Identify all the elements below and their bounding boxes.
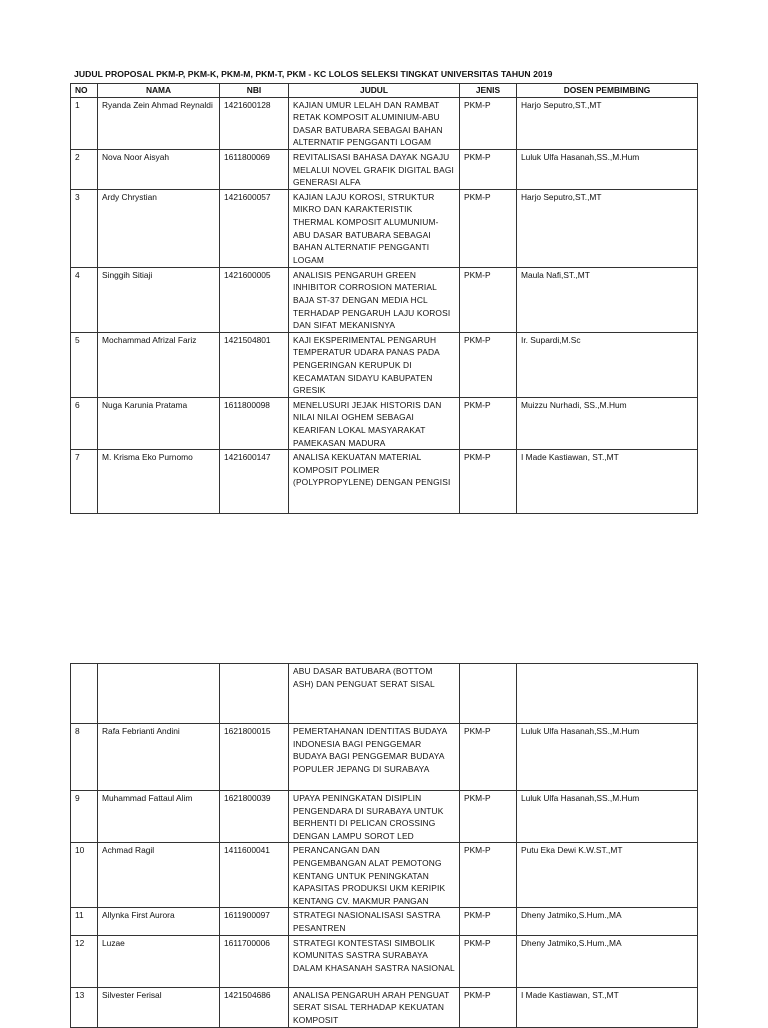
- cell-no: 4: [71, 267, 98, 332]
- cell-dosen: Putu Eka Dewi K.W.ST.,MT: [517, 843, 698, 908]
- cell-jenis: PKM-P: [460, 791, 517, 843]
- cell-nama: Muhammad Fattaul Alim: [98, 791, 220, 843]
- cell-jenis: [460, 664, 517, 724]
- cell-jenis: PKM-P: [460, 935, 517, 987]
- cell-nama: Allynka First Aurora: [98, 908, 220, 935]
- cell-jenis: PKM-P: [460, 724, 517, 791]
- cell-judul: REVITALISASI BAHASA DAYAK NGAJU MELALUI NOVEL GRAFIK DIGITAL BAGI GENERASI ALFA: [289, 149, 460, 189]
- table-row: [71, 987, 698, 1027]
- cell-nama: M. Krisma Eko Purnomo: [98, 450, 220, 514]
- cell-dosen: I Made Kastiawan, ST.,MT: [517, 450, 698, 514]
- cell-no: 8: [71, 724, 98, 791]
- cell-jenis: PKM-P: [460, 97, 517, 149]
- cell-nama: Ryanda Zein Ahmad Reynaldi: [98, 97, 220, 149]
- table-row: [71, 791, 698, 843]
- cell-no: 13: [71, 987, 98, 1027]
- cell-dosen: Dheny Jatmiko,S.Hum.,MA: [517, 908, 698, 935]
- cell-no: 2: [71, 149, 98, 189]
- cell-nama: Luzae: [98, 935, 220, 987]
- cell-judul: ANALISA KEKUATAN MATERIAL KOMPOSIT POLIMER (POLYPROPYLENE) DENGAN PENGISI: [289, 450, 460, 514]
- cell-no: 7: [71, 450, 98, 514]
- cell-jenis: PKM-P: [460, 908, 517, 935]
- table-header-row: [71, 84, 698, 98]
- table-row: [71, 397, 698, 449]
- cell-jenis: PKM-P: [460, 267, 517, 332]
- cell-dosen: Luluk Ulfa Hasanah,SS.,M.Hum: [517, 724, 698, 791]
- cell-no: 10: [71, 843, 98, 908]
- cell-nama: Mochammad Afrizal Fariz: [98, 332, 220, 397]
- table-row: [71, 450, 698, 514]
- cell-nbi: 1611700006: [220, 935, 289, 987]
- table-row: [71, 332, 698, 397]
- table-row: [71, 189, 698, 267]
- header-jenis: JENIS: [460, 84, 517, 98]
- cell-no: 11: [71, 908, 98, 935]
- cell-no: 9: [71, 791, 98, 843]
- cell-nama: Rafa Febrianti Andini: [98, 724, 220, 791]
- cell-dosen: I Made Kastiawan, ST.,MT: [517, 987, 698, 1027]
- cell-dosen: [517, 664, 698, 724]
- cell-nama: Singgih Sitiaji: [98, 267, 220, 332]
- cell-dosen: Harjo Seputro,ST.,MT: [517, 97, 698, 149]
- cell-jenis: PKM-P: [460, 189, 517, 267]
- cell-nbi: 1421600147: [220, 450, 289, 514]
- cell-judul: PEMERTAHANAN IDENTITAS BUDAYA INDONESIA BAGI PENGGEMAR BUDAYA BAGI PENGGEMAR BUDAYA POPULER JEPANG DI SURABAYA: [289, 724, 460, 791]
- cell-nbi: [220, 664, 289, 724]
- table-row: [71, 267, 698, 332]
- cell-jenis: PKM-P: [460, 332, 517, 397]
- cell-no: 6: [71, 397, 98, 449]
- table-row: [71, 843, 698, 908]
- cell-judul: KAJIAN LAJU KOROSI, STRUKTUR MIKRO DAN KARAKTERISTIK THERMAL KOMPOSIT ALUMUNIUM-ABU DASAR BATUBARA SEBAGAI BAHAN ALTERNATIF PENGGANTI LOGAM: [289, 189, 460, 267]
- table-row: [71, 908, 698, 935]
- document-title: JUDUL PROPOSAL PKM-P, PKM-K, PKM-M, PKM-T, PKM - KC LOLOS SELEKSI TINGKAT UNIVERSITAS TAHUN 2019: [74, 69, 553, 79]
- cell-nbi: 1411600041: [220, 843, 289, 908]
- cell-judul: STRATEGI NASIONALISASI SASTRA PESANTREN: [289, 908, 460, 935]
- cell-nama: Ardy Chrystian: [98, 189, 220, 267]
- cell-nbi: 1621800015: [220, 724, 289, 791]
- cell-dosen: Harjo Seputro,ST.,MT: [517, 189, 698, 267]
- cell-jenis: PKM-P: [460, 450, 517, 514]
- cell-jenis: PKM-P: [460, 397, 517, 449]
- header-nama: NAMA: [98, 84, 220, 98]
- table-row: [71, 724, 698, 791]
- cell-nbi: 1611800069: [220, 149, 289, 189]
- cell-nbi: 1611900097: [220, 908, 289, 935]
- cell-judul: ABU DASAR BATUBARA (BOTTOM ASH) DAN PENGUAT SERAT SISAL: [289, 664, 460, 724]
- cell-nama: [98, 664, 220, 724]
- cell-nbi: 1621800039: [220, 791, 289, 843]
- table-row: [71, 664, 698, 724]
- cell-no: 12: [71, 935, 98, 987]
- header-judul: JUDUL: [289, 84, 460, 98]
- cell-dosen: Dheny Jatmiko,S.Hum.,MA: [517, 935, 698, 987]
- cell-nbi: 1611800098: [220, 397, 289, 449]
- header-dosen: DOSEN PEMBIMBING: [517, 84, 698, 98]
- cell-no: [71, 664, 98, 724]
- cell-nama: Silvester Ferisal: [98, 987, 220, 1027]
- cell-dosen: Maula Nafi,ST.,MT: [517, 267, 698, 332]
- cell-nbi: 1421600128: [220, 97, 289, 149]
- cell-dosen: Ir. Supardi,M.Sc: [517, 332, 698, 397]
- cell-dosen: Luluk Ulfa Hasanah,SS.,M.Hum: [517, 149, 698, 189]
- cell-judul: ANALISA PENGARUH ARAH PENGUAT SERAT SISAL TERHADAP KEKUATAN KOMPOSIT: [289, 987, 460, 1027]
- cell-nbi: 1421504686: [220, 987, 289, 1027]
- cell-judul: PERANCANGAN DAN PENGEMBANGAN ALAT PEMOTONG KENTANG UNTUK PENINGKATAN KAPASITAS PRODUKSI UKM KERIPIK KENTANG CV. MAKMUR PANGAN: [289, 843, 460, 908]
- cell-no: 3: [71, 189, 98, 267]
- cell-nama: Nuga Karunia Pratama: [98, 397, 220, 449]
- proposal-table-page-1: [70, 83, 698, 514]
- cell-nama: Nova Noor Aisyah: [98, 149, 220, 189]
- cell-nbi: 1421600005: [220, 267, 289, 332]
- cell-judul: ANALISIS PENGARUH GREEN INHIBITOR CORROSION MATERIAL BAJA ST-37 DENGAN MEDIA HCL TERHADAP PENGARUH LAJU KOROSI DAN SIFAT MEKANISNYA: [289, 267, 460, 332]
- proposal-table-page-2: [70, 663, 698, 1028]
- header-nbi: NBI: [220, 84, 289, 98]
- cell-dosen: Muizzu Nurhadi, SS.,M.Hum: [517, 397, 698, 449]
- table-row: [71, 935, 698, 987]
- cell-jenis: PKM-P: [460, 149, 517, 189]
- cell-judul: STRATEGI KONTESTASI SIMBOLIK KOMUNITAS SASTRA SURABAYA DALAM KHASANAH SASTRA NASIONAL: [289, 935, 460, 987]
- cell-nbi: 1421600057: [220, 189, 289, 267]
- cell-judul: UPAYA PENINGKATAN DISIPLIN PENGENDARA DI SURABAYA UNTUK BERHENTI DI PELICAN CROSSING DENGAN LAMPU SOROT LED: [289, 791, 460, 843]
- cell-no: 5: [71, 332, 98, 397]
- cell-judul: KAJIAN UMUR LELAH DAN RAMBAT RETAK KOMPOSIT ALUMINIUM-ABU DASAR BATUBARA SEBAGAI BAHAN ALTERNATIF PENGGANTI LOGAM: [289, 97, 460, 149]
- header-no: NO: [71, 84, 98, 98]
- cell-judul: MENELUSURI JEJAK HISTORIS DAN NILAI NILAI OGHEM SEBAGAI KEARIFAN LOKAL MASYARAKAT PAMEKASAN MADURA: [289, 397, 460, 449]
- table-row: [71, 149, 698, 189]
- cell-dosen: Luluk Ulfa Hasanah,SS.,M.Hum: [517, 791, 698, 843]
- cell-nbi: 1421504801: [220, 332, 289, 397]
- cell-no: 1: [71, 97, 98, 149]
- cell-jenis: PKM-P: [460, 987, 517, 1027]
- cell-judul: KAJI EKSPERIMENTAL PENGARUH TEMPERATUR UDARA PANAS PADA PENGERINGAN KERUPUK DI KECAMATAN SIDAYU KABUPATEN GRESIK: [289, 332, 460, 397]
- table-row: [71, 97, 698, 149]
- cell-nama: Achmad Ragil: [98, 843, 220, 908]
- cell-jenis: PKM-P: [460, 843, 517, 908]
